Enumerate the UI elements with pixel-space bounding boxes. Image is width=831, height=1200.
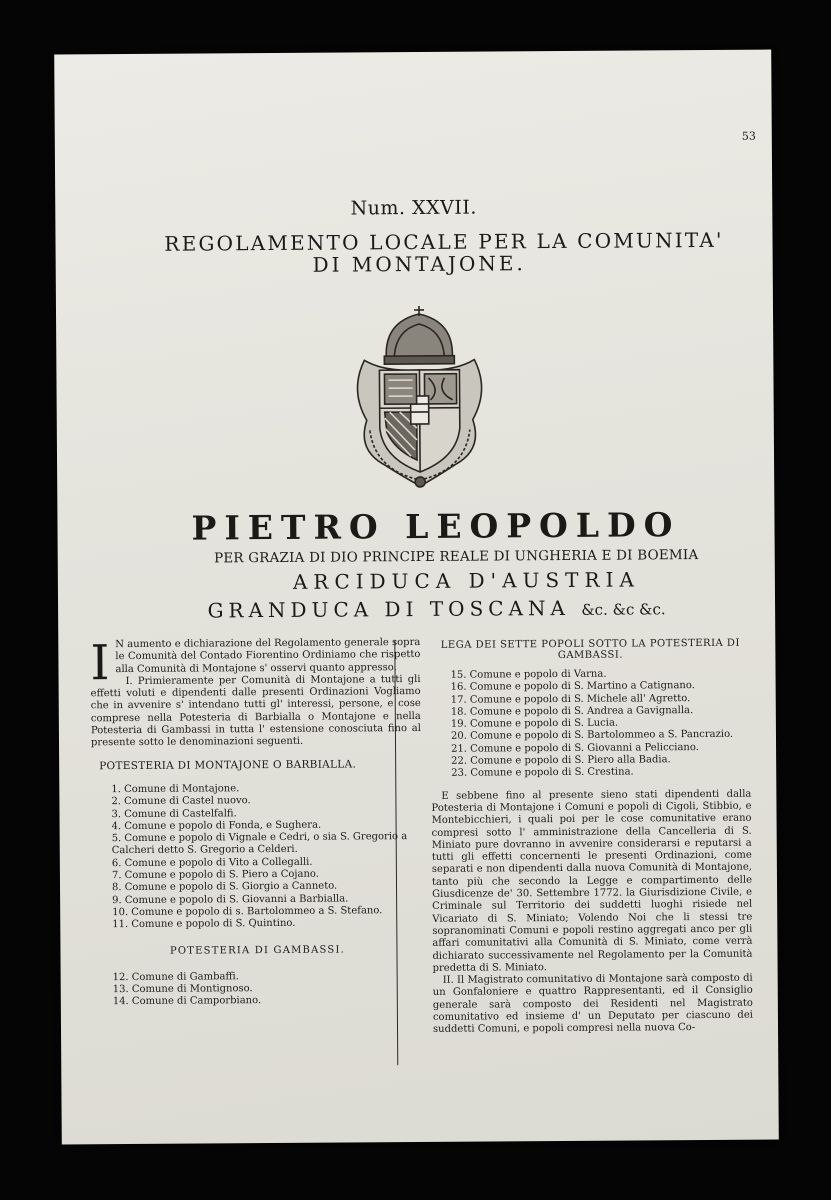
- list-item: 16. Comune e popolo di S. Martino a Catignano.: [450, 680, 695, 694]
- section-heading-montajone: POTESTERIA DI MONTAJONE O BARBIALLA.: [99, 758, 357, 772]
- list-item: 22. Comune e popolo di S. Piero alla Badia.: [451, 754, 671, 767]
- montajone-list: [91, 782, 422, 932]
- list-item: 20. Comune e popolo di S. Bartolommeo a S. Pancrazio.: [450, 729, 734, 743]
- list-item: 8. Comune e popolo di S. Giorgio a Canneto.: [111, 880, 338, 894]
- right-column: [430, 638, 753, 1037]
- coat-of-arms-emblem: [344, 299, 495, 490]
- article-2-paragraph: II. Il Magistrato comunitativo di Montajone sarà composto di un Gonfaloniere e quattro Rappresentanti, ed il Consiglio generale sarà composto dei Residenti nel Magistrato comunitativo ed insieme d' un Deputato per ciascuno dei suddetti Comuni, e popoli compresi nella nuova Co-: [432, 972, 753, 1036]
- list-item: 2. Comune di Castel nuovo.: [111, 795, 251, 808]
- sovereign-name: PIETRO LEOPOLDO: [191, 505, 681, 548]
- list-item: 23. Comune e popolo di S. Crestina.: [451, 766, 634, 780]
- sovereign-title-line1: PER GRAZIA DI DIO PRINCIPE REALE DI UNGHERIA E DI BOEMIA: [213, 547, 699, 567]
- list-item: 7. Comune e popolo di S. Piero a Cojano.: [111, 868, 319, 882]
- document-page: [54, 50, 779, 1145]
- list-item: 17. Comune e popolo di S. Michele all' Agretto.: [450, 692, 691, 706]
- paragraph-dependencies: E sebbene fino al presente sieno stati dipendenti dalla Potesteria di Montajone i Comuni e popoli di Cigoli, Stibbio, e Montebicchieri, i quali poi per le cose comunitative erano compresi sotto l' amministrazione della Cancelleria di S. Miniato pure dovranno in avvenire considerarsi e reputarsi a tutti gli effetti concernenti le presenti Ordinazioni, come separati e non dipendenti dalla nuova Comunità di Montajone, tanto più che secondo la Legge e compartimento delle Giusdicenze de' 30. Settembre 1772. la Giurisdizione Civile, e Criminale sul Territorio dei suddetti luoghi risiede nel Vicariato di S. Miniato; Volendo Noi che li stessi tre sopranominati Comuni e popoli restino aggregati anco per gli affari comunitativi alla Comunità di S. Miniato, come verrà dichiarato successivamente nel Regolamento per la Comunità predetta di S. Miniato.: [431, 788, 753, 974]
- document-title-line1: REGOLAMENTO LOCALE PER LA COMUNITA': [164, 227, 724, 256]
- list-item: 15. Comune e popolo di Varna.: [450, 668, 607, 681]
- article-1-paragraph: I. Primieramente per Comunità di Montajone a tutti gli effetti voluti e dipendenti dalle presenti Ordinazioni Vogliamo che in avvenire s' intendano tutti gl' interessi, persone, e cose comprese nella Potesteria di Barbialla o Montajone e nella Potesteria di Gambassi in tutta l' estensione conosciuta fino al presente sotto le denominazioni seguenti.: [90, 673, 421, 749]
- list-item: 12. Comune di Gambaffi.: [112, 971, 239, 983]
- sovereign-title-etc: &c. &c &c.: [581, 600, 666, 619]
- list-item: 10. Comune e popolo di s. Bartolommeo a S. Stefano.: [112, 905, 383, 919]
- intro-paragraph: N aumento e dichiarazione del Regolamento generale sopra le Comunità del Contado Fiorentino Ordiniamo che rispetto alla Comunità di Montajone s' osservi quanto appresso.: [115, 636, 421, 675]
- drop-cap: I: [90, 635, 110, 692]
- document-title-line2: DI MONTAJONE.: [312, 251, 526, 277]
- gambassi-list: [93, 970, 423, 1009]
- list-item: 5. Comune e popolo di Vignale e Cedri, o sia S. Gregorio a Calcheri detto S. Gregorio a Celderi.: [111, 831, 408, 857]
- list-item: 19. Comune e popolo di S. Lucia.: [450, 717, 619, 730]
- sovereign-title-line2: ARCIDUCA D'AUSTRIA: [292, 567, 640, 594]
- list-item: 6. Comune e popolo di Vito a Collegalli.: [111, 856, 313, 869]
- document-number: Num. XXVII.: [350, 196, 478, 220]
- list-item: 11. Comune e popolo di S. Quintino.: [112, 918, 296, 931]
- list-item: 21. Comune e popolo di S. Giovanni a Pelicciano.: [451, 741, 699, 755]
- list-item: 14. Comune di Camporbiano.: [112, 995, 262, 1008]
- list-item: 13. Comune di Montignoso.: [112, 983, 253, 996]
- sovereign-title-line3-text: GRANDUCA DI TOSCANA: [207, 595, 571, 623]
- list-item: 1. Comune di Montajone.: [111, 783, 240, 796]
- list-item: 18. Comune e popolo di S. Andrea a Gavignalla.: [450, 704, 694, 718]
- list-item: 4. Comune e popolo di Fonda, e Sughera.: [111, 819, 322, 832]
- list-item: 3. Comune di Castelfalfi.: [111, 807, 237, 820]
- list-item: 9. Comune e popolo di S. Giovanni a Barbialla.: [112, 893, 349, 906]
- section-heading-lega: LEGA DEI SETTE POPOLI SOTTO LA POTESTERIA DI GAMBASSI.: [440, 637, 740, 662]
- sovereign-title-line3: [118, 595, 755, 623]
- lega-list: [431, 668, 752, 781]
- left-column: [90, 637, 423, 1009]
- section-heading-gambassi: POTESTERIA DI GAMBASSI.: [169, 944, 346, 957]
- page-number: 53: [741, 129, 756, 143]
